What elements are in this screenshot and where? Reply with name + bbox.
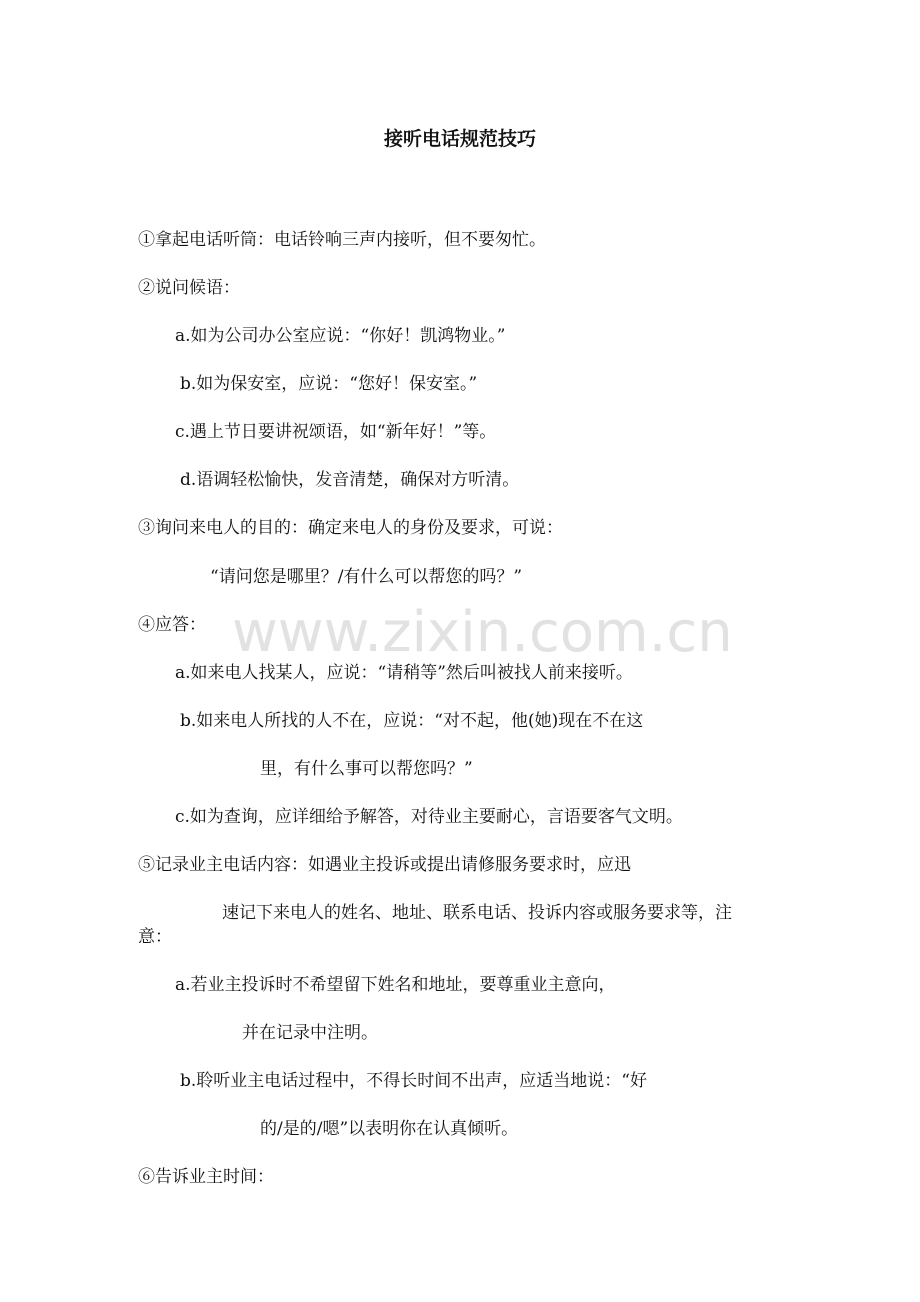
item-2d: d.语调轻松愉快，发音清楚，确保对方听清。 xyxy=(180,470,520,490)
item-5b: b.聆听业主电话过程中，不得长时间不出声，应适当地说：“好 xyxy=(180,1071,647,1091)
item-4-answer: ④应答： xyxy=(138,615,206,635)
item-3-quote: “请问您是哪里？/有什么可以帮您的吗？” xyxy=(210,567,523,587)
item-2a: a.如为公司办公室应说：“你好！凯鸿物业。” xyxy=(175,326,506,346)
item-2-greeting: ②说问候语： xyxy=(138,278,240,298)
item-5-continued-2: 意： xyxy=(138,927,172,947)
item-4b-continued: 里，有什么事可以帮您吗？” xyxy=(260,759,473,779)
item-2b: b.如为保安室，应说：“您好！保安室。” xyxy=(180,374,478,394)
item-2c: c.遇上节日要讲祝颂语，如“新年好！”等。 xyxy=(175,422,497,442)
item-4c: c.如为查询，应详细给予解答，对待业主要耐心，言语要客气文明。 xyxy=(175,807,683,827)
item-4a: a.如来电人找某人，应说：“请稍等”然后叫被找人前来接听。 xyxy=(175,663,633,683)
item-3-purpose: ③询问来电人的目的：确定来电人的身份及要求，可说： xyxy=(138,518,563,538)
item-5a: a.若业主投诉时不希望留下姓名和地址，要尊重业主意向， xyxy=(175,975,616,995)
item-1-pick-up: ①拿起电话听筒：电话铃响三声内接听，但不要匆忙。 xyxy=(138,230,546,250)
watermark: www.zixin.com.cn xyxy=(232,600,733,665)
item-4b: b.如来电人所找的人不在，应说：“对不起，他(她)现在不在这 xyxy=(180,711,644,731)
item-5a-continued: 并在记录中注明。 xyxy=(242,1023,378,1043)
item-5b-continued: 的/是的/嗯”以表明你在认真倾听。 xyxy=(260,1119,519,1139)
item-6-time: ⑥告诉业主时间： xyxy=(138,1167,274,1187)
item-5-record: ⑤记录业主电话内容：如遇业主投诉或提出请修服务要求时，应迅 xyxy=(138,855,631,875)
item-5-continued: 速记下来电人的姓名、地址、联系电话、投诉内容或服务要求等，注 xyxy=(222,903,732,923)
document-title: 接听电话规范技巧 xyxy=(383,128,536,150)
